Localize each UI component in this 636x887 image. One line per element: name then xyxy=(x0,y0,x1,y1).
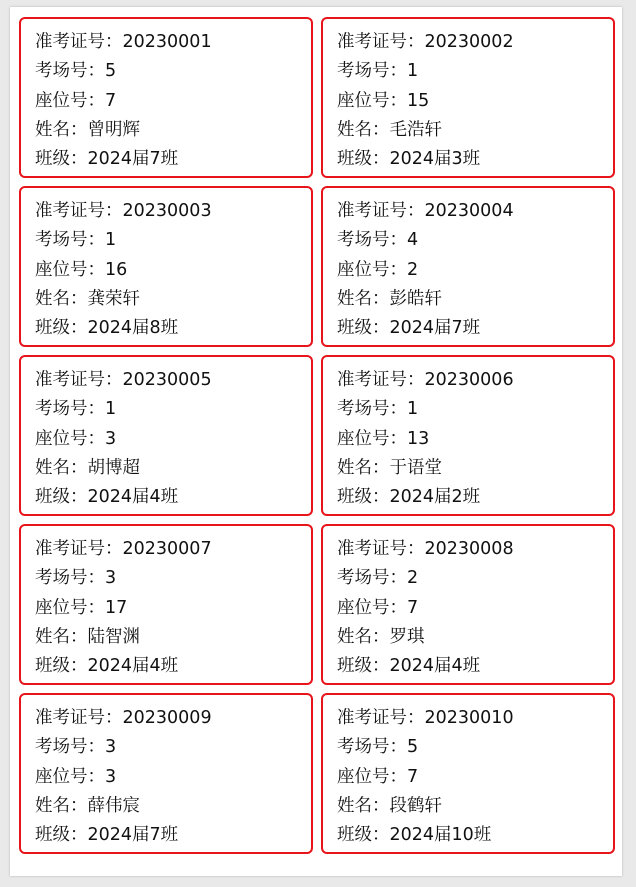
seat-number-label: 座位号： xyxy=(35,428,105,449)
seat-number-label: 座位号： xyxy=(35,766,105,787)
student-name-line xyxy=(35,454,311,483)
student-name-line xyxy=(337,116,613,145)
student-name-label: 姓名： xyxy=(337,795,390,816)
seat-number-value: 7 xyxy=(407,597,419,618)
exam-room-value: 3 xyxy=(105,737,117,758)
exam-room-value: 1 xyxy=(105,230,117,251)
class-value: 2024届3班 xyxy=(389,149,481,170)
student-name-value: 段鹤轩 xyxy=(389,795,442,816)
ticket-number-label: 准考证号： xyxy=(35,32,123,52)
seat-number-line xyxy=(35,763,311,792)
seat-number-label: 座位号： xyxy=(337,428,407,449)
class-line xyxy=(35,483,311,512)
seat-number-line xyxy=(337,594,613,623)
ticket-number-label: 准考证号： xyxy=(337,370,425,390)
student-name-line xyxy=(337,792,613,821)
ticket-number-line xyxy=(337,704,613,733)
ticket-number-label: 准考证号： xyxy=(35,708,123,728)
student-name-line xyxy=(35,792,311,821)
ticket-card xyxy=(19,17,313,178)
exam-room-value: 1 xyxy=(407,61,419,82)
ticket-card xyxy=(321,524,615,685)
class-line xyxy=(35,652,311,681)
class-label: 班级： xyxy=(35,149,88,170)
class-label: 班级： xyxy=(337,318,390,339)
exam-room-line xyxy=(35,733,311,762)
student-name-value: 罗琪 xyxy=(389,626,425,647)
ticket-card xyxy=(19,693,313,854)
exam-room-label: 考场号： xyxy=(35,399,105,420)
class-line xyxy=(337,314,613,343)
student-name-label: 姓名： xyxy=(35,795,88,816)
student-name-value: 龚荣轩 xyxy=(87,288,140,309)
ticket-number-value: 20230003 xyxy=(122,201,212,221)
seat-number-value: 3 xyxy=(105,766,117,787)
ticket-number-value: 20230007 xyxy=(122,539,212,559)
ticket-card xyxy=(321,17,615,178)
class-label: 班级： xyxy=(35,825,88,846)
ticket-card xyxy=(321,186,615,347)
exam-room-value: 4 xyxy=(407,230,419,251)
student-name-label: 姓名： xyxy=(337,626,390,647)
exam-room-line xyxy=(337,57,613,86)
exam-room-line xyxy=(35,395,311,424)
ticket-number-label: 准考证号： xyxy=(337,539,425,559)
exam-room-line xyxy=(337,733,613,762)
exam-room-value: 5 xyxy=(407,737,419,758)
exam-room-label: 考场号： xyxy=(337,568,407,589)
class-label: 班级： xyxy=(337,149,390,170)
ticket-card xyxy=(19,524,313,685)
exam-room-label: 考场号： xyxy=(35,230,105,251)
student-name-label: 姓名： xyxy=(35,288,88,309)
exam-room-line xyxy=(35,564,311,593)
seat-number-line xyxy=(337,763,613,792)
ticket-number-line xyxy=(337,28,613,57)
student-name-label: 姓名： xyxy=(35,119,88,140)
ticket-number-line xyxy=(35,366,311,395)
class-value: 2024届2班 xyxy=(389,487,481,508)
ticket-number-value: 20230006 xyxy=(424,370,514,390)
class-value: 2024届8班 xyxy=(87,318,179,339)
seat-number-line xyxy=(35,425,311,454)
student-name-line xyxy=(337,454,613,483)
class-label: 班级： xyxy=(337,487,390,508)
seat-number-line xyxy=(35,594,311,623)
ticket-number-value: 20230010 xyxy=(424,708,514,728)
ticket-number-line xyxy=(337,366,613,395)
student-name-value: 于语堂 xyxy=(389,457,442,478)
student-name-label: 姓名： xyxy=(35,626,88,647)
student-name-line xyxy=(35,285,311,314)
student-name-value: 薛伟宸 xyxy=(87,795,140,816)
student-name-label: 姓名： xyxy=(35,457,88,478)
student-name-line xyxy=(35,623,311,652)
exam-room-value: 1 xyxy=(105,399,117,420)
class-label: 班级： xyxy=(35,318,88,339)
class-line xyxy=(35,145,311,174)
exam-room-label: 考场号： xyxy=(35,61,105,82)
exam-room-line xyxy=(337,395,613,424)
class-value: 2024届4班 xyxy=(389,656,481,677)
ticket-number-line xyxy=(35,28,311,57)
class-value: 2024届7班 xyxy=(87,149,179,170)
exam-room-value: 3 xyxy=(105,568,117,589)
student-name-label: 姓名： xyxy=(337,288,390,309)
student-name-line xyxy=(337,285,613,314)
ticket-number-value: 20230009 xyxy=(122,708,212,728)
seat-number-line xyxy=(35,256,311,285)
ticket-number-value: 20230008 xyxy=(424,539,514,559)
exam-room-line xyxy=(35,57,311,86)
class-line xyxy=(337,652,613,681)
seat-number-value: 3 xyxy=(105,428,117,449)
ticket-number-label: 准考证号： xyxy=(337,708,425,728)
exam-room-line xyxy=(337,226,613,255)
ticket-number-label: 准考证号： xyxy=(337,32,425,52)
seat-number-label: 座位号： xyxy=(337,259,407,280)
ticket-number-value: 20230001 xyxy=(122,32,212,52)
exam-room-label: 考场号： xyxy=(337,230,407,251)
student-name-value: 彭皓轩 xyxy=(389,288,442,309)
exam-room-value: 5 xyxy=(105,61,117,82)
student-name-label: 姓名： xyxy=(337,457,390,478)
ticket-number-line xyxy=(337,535,613,564)
class-value: 2024届7班 xyxy=(87,825,179,846)
class-label: 班级： xyxy=(35,656,88,677)
class-value: 2024届7班 xyxy=(389,318,481,339)
ticket-number-label: 准考证号： xyxy=(35,201,123,221)
student-name-line xyxy=(337,623,613,652)
seat-number-line xyxy=(35,87,311,116)
class-line xyxy=(35,314,311,343)
exam-room-label: 考场号： xyxy=(337,61,407,82)
seat-number-label: 座位号： xyxy=(337,90,407,111)
seat-number-label: 座位号： xyxy=(35,597,105,618)
seat-number-value: 16 xyxy=(105,259,128,280)
ticket-card xyxy=(19,186,313,347)
seat-number-line xyxy=(337,256,613,285)
seat-number-value: 17 xyxy=(105,597,128,618)
student-name-value: 毛浩轩 xyxy=(389,119,442,140)
ticket-number-value: 20230002 xyxy=(424,32,514,52)
student-name-value: 胡博超 xyxy=(87,457,140,478)
class-value: 2024届10班 xyxy=(389,825,492,846)
ticket-number-line xyxy=(35,704,311,733)
ticket-number-line xyxy=(337,197,613,226)
exam-room-label: 考场号： xyxy=(35,737,105,758)
class-line xyxy=(337,145,613,174)
ticket-number-label: 准考证号： xyxy=(337,201,425,221)
ticket-number-value: 20230004 xyxy=(424,201,514,221)
class-line xyxy=(35,821,311,850)
exam-room-value: 1 xyxy=(407,399,419,420)
ticket-number-value: 20230005 xyxy=(122,370,212,390)
document-page xyxy=(10,7,622,876)
ticket-number-label: 准考证号： xyxy=(35,370,123,390)
student-name-label: 姓名： xyxy=(337,119,390,140)
seat-number-label: 座位号： xyxy=(35,259,105,280)
seat-number-label: 座位号： xyxy=(337,766,407,787)
ticket-number-line xyxy=(35,197,311,226)
seat-number-label: 座位号： xyxy=(35,90,105,111)
seat-number-value: 15 xyxy=(407,90,430,111)
class-label: 班级： xyxy=(35,487,88,508)
class-line xyxy=(337,483,613,512)
student-name-line xyxy=(35,116,311,145)
class-value: 2024届4班 xyxy=(87,656,179,677)
exam-room-label: 考场号： xyxy=(35,568,105,589)
student-name-value: 陆智渊 xyxy=(87,626,140,647)
exam-room-label: 考场号： xyxy=(337,737,407,758)
class-label: 班级： xyxy=(337,825,390,846)
exam-room-label: 考场号： xyxy=(337,399,407,420)
ticket-number-line xyxy=(35,535,311,564)
seat-number-value: 7 xyxy=(105,90,117,111)
ticket-number-label: 准考证号： xyxy=(35,539,123,559)
ticket-grid xyxy=(19,17,614,854)
seat-number-value: 2 xyxy=(407,259,419,280)
class-line xyxy=(337,821,613,850)
ticket-card xyxy=(19,355,313,516)
ticket-card xyxy=(321,355,615,516)
seat-number-line xyxy=(337,87,613,116)
exam-room-line xyxy=(35,226,311,255)
exam-room-line xyxy=(337,564,613,593)
seat-number-line xyxy=(337,425,613,454)
ticket-card xyxy=(321,693,615,854)
class-value: 2024届4班 xyxy=(87,487,179,508)
exam-room-value: 2 xyxy=(407,568,419,589)
seat-number-value: 7 xyxy=(407,766,419,787)
class-label: 班级： xyxy=(337,656,390,677)
seat-number-value: 13 xyxy=(407,428,430,449)
seat-number-label: 座位号： xyxy=(337,597,407,618)
student-name-value: 曾明辉 xyxy=(87,119,140,140)
